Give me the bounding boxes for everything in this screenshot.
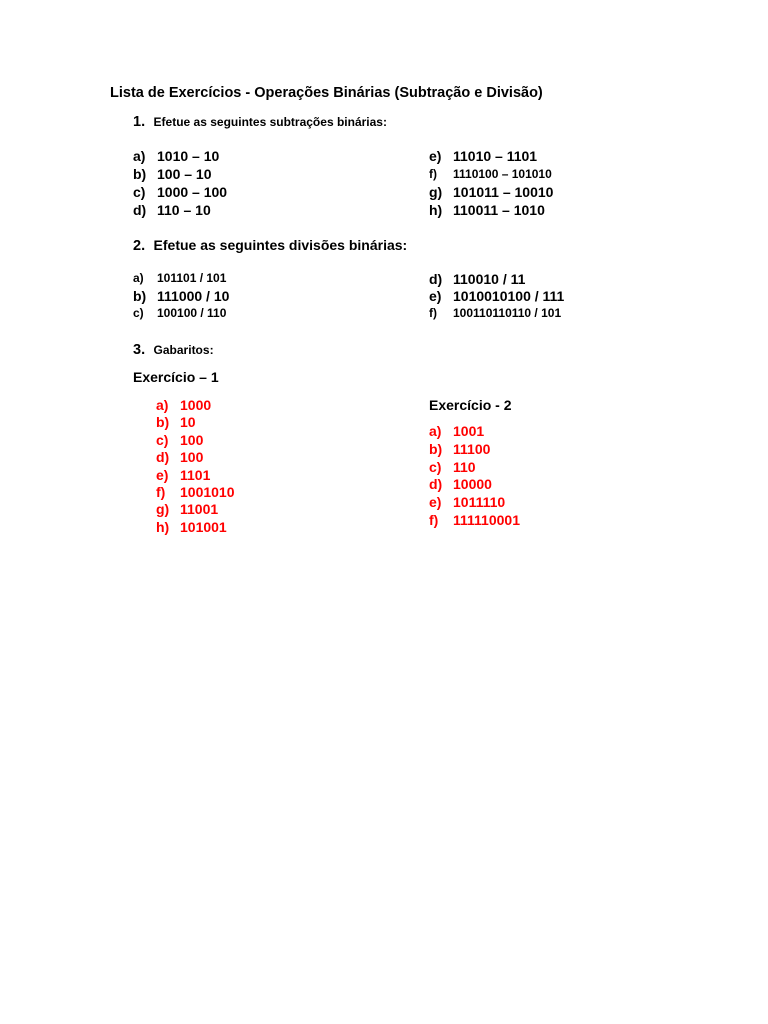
item-label: b): [133, 166, 147, 182]
answer-key-2-heading: Exercício - 2: [429, 397, 512, 413]
answer-label: e): [429, 494, 442, 510]
item-text: 100 – 10: [157, 166, 212, 182]
answer-text: 100: [180, 449, 204, 465]
answer-2e: [429, 494, 505, 510]
answer-text: 110: [453, 459, 476, 475]
exercise-item-1h: [429, 202, 545, 218]
item-text: 111000 / 10: [157, 288, 230, 304]
item-text: 1010 – 10: [157, 148, 220, 164]
section1-title: Efetue as seguintes subtrações binárias:: [153, 115, 387, 129]
item-label: e): [429, 288, 442, 304]
item-label: c): [133, 184, 146, 200]
item-text: 101101 / 101: [157, 271, 227, 285]
answer-1e: [156, 467, 210, 483]
page-title: Lista de Exercícios - Operações Binárias (Subtração e Divisão): [110, 85, 543, 101]
section2-heading: [133, 237, 407, 255]
answer-label: g): [156, 501, 170, 517]
exercise-item-2f: [429, 306, 561, 320]
item-label: a): [133, 148, 146, 164]
item-text: 110 – 10: [157, 202, 211, 218]
answer-label: h): [156, 519, 170, 535]
item-label: a): [133, 271, 144, 285]
exercise-item-2e: [429, 288, 564, 304]
item-text: 110010 / 11: [453, 271, 526, 287]
item-text: 101011 – 10010: [453, 184, 554, 200]
answer-label: d): [429, 476, 443, 492]
answer-2c: [429, 459, 476, 475]
section2-title: Efetue as seguintes divisões binárias:: [153, 237, 408, 253]
exercise-item-1a: [133, 148, 219, 164]
answer-label: f): [156, 484, 166, 500]
answer-text: 111110001: [453, 512, 520, 528]
answer-text: 1101: [180, 467, 211, 483]
exercise-item-2d: [429, 271, 525, 287]
item-text: 1010010100 / 111: [453, 288, 565, 304]
answer-1b: [156, 414, 196, 430]
exercise-item-1e: [429, 148, 537, 164]
exercise-item-1g: [429, 184, 553, 200]
section3-heading: [133, 341, 214, 359]
answer-1d: [156, 449, 203, 465]
exercise-item-2b: [133, 288, 229, 304]
answer-label: b): [156, 414, 170, 430]
section2-number: 2.: [133, 238, 146, 254]
answer-text: 11001: [180, 501, 219, 517]
answer-label: e): [156, 467, 169, 483]
item-label: g): [429, 184, 443, 200]
answer-1f: [156, 484, 235, 500]
answer-text: 1011110: [453, 494, 506, 510]
item-label: f): [429, 167, 437, 181]
answer-2f: [429, 512, 520, 528]
section1-heading: [133, 113, 387, 131]
answer-text: 101001: [180, 519, 227, 535]
answer-2d: [429, 476, 492, 492]
section3-number: 3.: [133, 342, 146, 358]
item-text: 100110110110 / 101: [453, 306, 562, 320]
item-text: 1000 – 100: [157, 184, 228, 200]
exercise-item-2c: [133, 306, 226, 320]
item-label: c): [133, 306, 144, 320]
exercise-item-1f: [429, 167, 552, 181]
answer-2a: [429, 423, 484, 439]
item-label: d): [429, 271, 443, 287]
item-text: 100100 / 110: [157, 306, 227, 320]
answer-key-1-heading: Exercício – 1: [133, 369, 219, 385]
item-text: 110011 – 1010: [453, 202, 545, 218]
answer-label: a): [429, 423, 442, 439]
section1-number: 1.: [133, 114, 146, 130]
exercise-item-2a: [133, 271, 226, 285]
answer-1c: [156, 432, 203, 448]
answer-text: 100: [180, 432, 204, 448]
item-label: e): [429, 148, 442, 164]
item-label: h): [429, 202, 443, 218]
exercise-item-1b: [133, 166, 212, 182]
exercise-item-1d: [133, 202, 211, 218]
answer-label: b): [429, 441, 443, 457]
item-label: d): [133, 202, 147, 218]
answer-1g: [156, 501, 218, 517]
item-text: 11010 – 1101: [453, 148, 538, 164]
answer-text: 10000: [453, 476, 492, 492]
answer-text: 1000: [180, 397, 212, 413]
answer-text: 10: [180, 414, 196, 430]
answer-text: 1001010: [180, 484, 235, 500]
item-text: 1110100 – 101010: [453, 167, 552, 181]
answer-label: f): [429, 512, 439, 528]
answer-text: 11100: [453, 441, 491, 457]
answer-text: 1001: [453, 423, 485, 439]
section3-title: Gabaritos:: [153, 343, 214, 357]
answer-label: a): [156, 397, 169, 413]
exercise-item-1c: [133, 184, 227, 200]
answer-label: d): [156, 449, 170, 465]
answer-label: c): [429, 459, 442, 475]
answer-label: c): [156, 432, 169, 448]
answer-1a: [156, 397, 211, 413]
item-label: f): [429, 306, 437, 320]
item-label: b): [133, 288, 147, 304]
answer-2b: [429, 441, 490, 457]
answer-1h: [156, 519, 227, 535]
